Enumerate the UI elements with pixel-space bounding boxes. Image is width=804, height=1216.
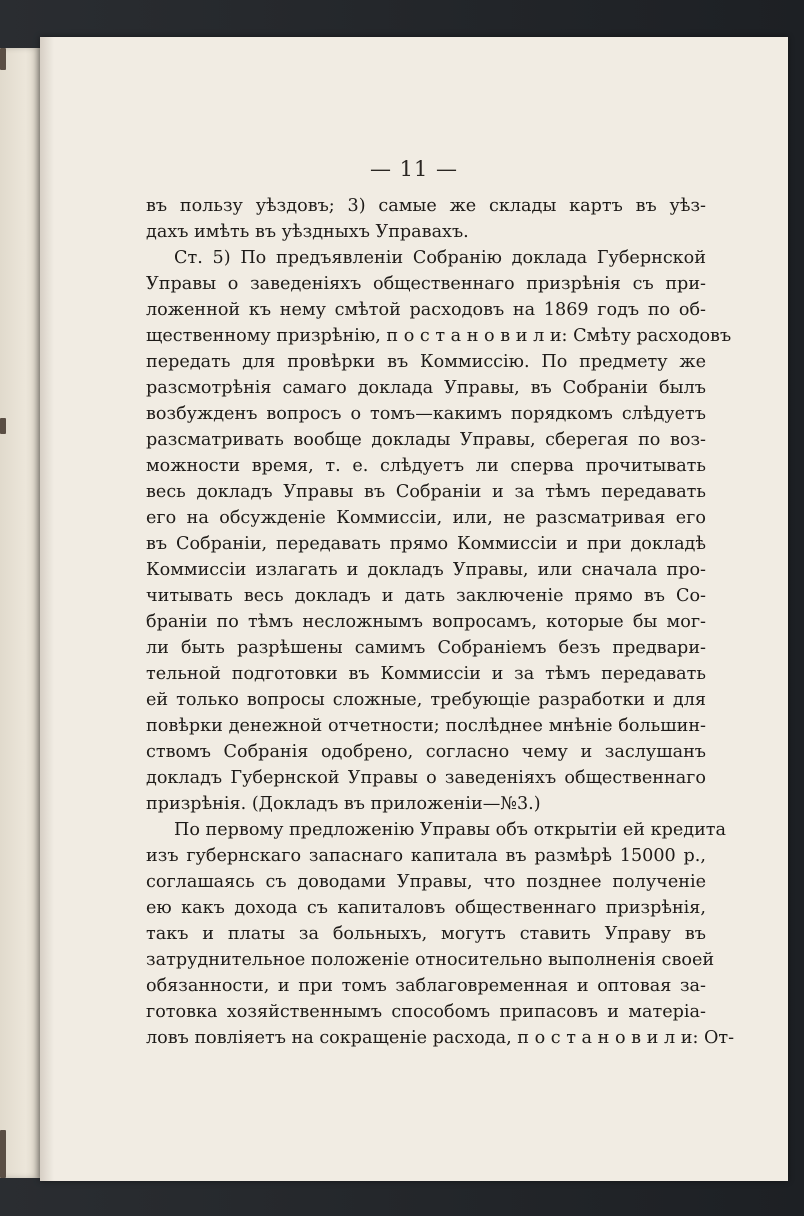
text-line: ложенной къ нему смѣтой расходовъ на 1869 годъ по об- <box>146 300 706 320</box>
text-line: въ Собраніи, передавать прямо Коммиссіи и при докладѣ <box>146 534 706 554</box>
text-line: можности время, т. е. слѣдуетъ ли сперва прочитывать <box>146 456 706 476</box>
page-text <box>146 193 735 1051</box>
text-line: Коммиссіи излагать и докладъ Управы, или сначала про- <box>146 560 706 580</box>
text-line: ей только вопросы сложные, требующіе разработки и для <box>146 690 706 710</box>
binding-tab <box>0 1130 6 1178</box>
text-line: готовка хозяйственнымъ способомъ припасовъ и матеріа- <box>146 1002 706 1022</box>
text-line: браніи по тѣмъ несложнымъ вопросамъ, которые бы мог- <box>146 612 706 632</box>
text-line: разсматривать вообще доклады Управы, сберегая по воз- <box>146 430 706 450</box>
paragraph <box>146 193 706 245</box>
text-line: затруднительное положеніе относительно выполненія своей <box>146 950 715 970</box>
page-number: — 11 — <box>369 157 459 181</box>
text-line: докладъ Губернской Управы о заведеніяхъ общественнаго <box>146 768 706 788</box>
text-line: Управы о заведеніяхъ общественнаго призрѣнія съ при- <box>146 274 706 294</box>
text-line: Ст. 5) По предъявленіи Собранію доклада Губернской <box>174 248 706 268</box>
text-line: тельной подготовки въ Коммиссіи и за тѣмъ передавать <box>146 664 706 684</box>
text-line: обязанности, и при томъ заблаговременная и оптовая за- <box>146 976 706 996</box>
text-line: дахъ имѣть въ уѣздныхъ Управахъ. <box>146 222 469 242</box>
paragraph <box>146 817 735 1051</box>
text-line: ствомъ Собранія одобрено, согласно чему и заслушанъ <box>146 742 706 762</box>
text-line: соглашаясь съ доводами Управы, что позднее полученіе <box>146 872 706 892</box>
text-line: его на обсужденіе Коммиссіи, или, не разсматривая его <box>146 508 706 528</box>
text-line: такъ и платы за больныхъ, могутъ ставить Управу въ <box>146 924 706 944</box>
text-line: въ пользу уѣздовъ; 3) самые же склады картъ въ уѣз- <box>146 196 706 216</box>
binding-tab <box>0 418 6 434</box>
paragraph <box>146 245 732 817</box>
book-page <box>40 37 788 1181</box>
text-line: читывать весь докладъ и дать заключеніе прямо въ Со- <box>146 586 706 606</box>
text-line: повѣрки денежной отчетности; послѣднее мнѣніе большин- <box>146 716 706 736</box>
text-line: разсмотрѣнія самаго доклада Управы, въ Собраніи былъ <box>146 378 706 398</box>
text-line: возбужденъ вопросъ о томъ—какимъ порядкомъ слѣдуетъ <box>146 404 706 424</box>
text-line: По первому предложенію Управы объ открытіи ей кредита <box>174 820 727 840</box>
text-line: призрѣнія. (Докладъ въ приложеніи—№3.) <box>146 794 541 814</box>
text-line: щественному призрѣнію, п о с т а н о в и л и: Смѣту расходовъ <box>146 326 732 346</box>
text-line: весь докладъ Управы въ Собраніи и за тѣмъ передавать <box>146 482 706 502</box>
text-line: ловъ повліяетъ на сокращеніе расхода, п о с т а н о в и л и: От- <box>146 1028 735 1048</box>
text-line: изъ губернскаго запаснаго капитала въ размѣрѣ 15000 р., <box>146 846 706 866</box>
text-line: ли быть разрѣшены самимъ Собраніемъ безъ предвари- <box>146 638 706 658</box>
binding-tab <box>0 48 6 70</box>
text-line: передать для провѣрки въ Коммиссію. По предмету же <box>146 352 706 372</box>
facing-page-edge <box>0 48 40 1178</box>
text-line: ею какъ дохода съ капиталовъ общественнаго призрѣнія, <box>146 898 706 918</box>
